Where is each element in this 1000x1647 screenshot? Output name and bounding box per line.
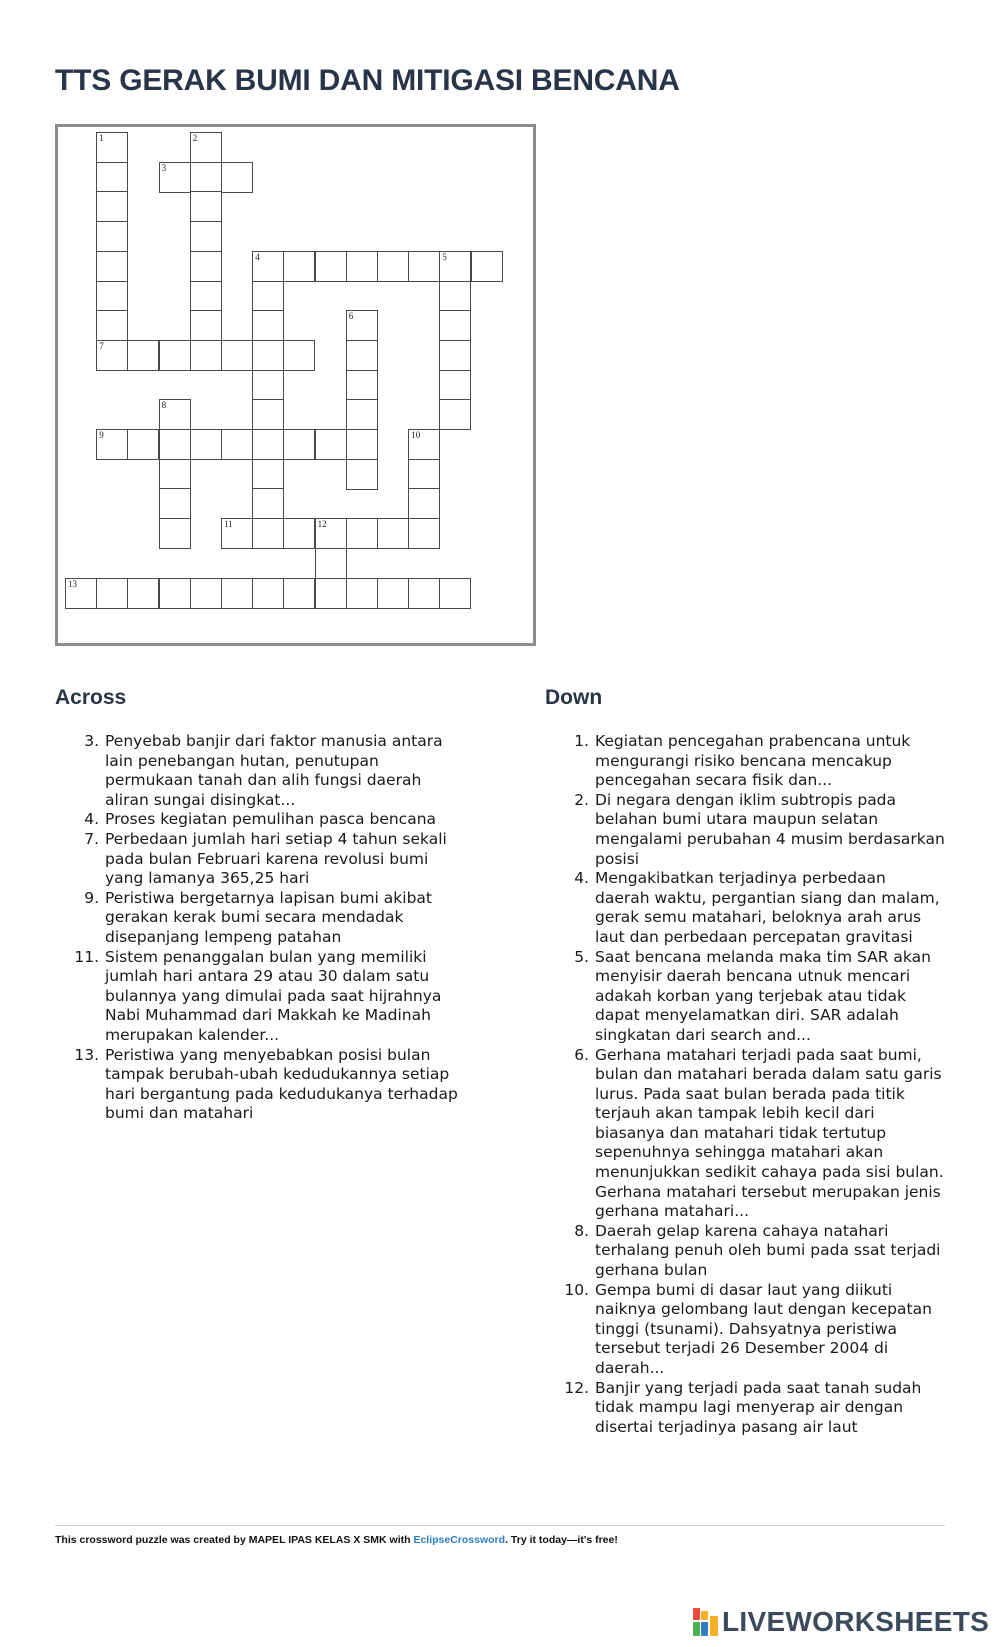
clue-text: Gerhana matahari terjadi pada saat bumi, bulan dan matahari berada dalam satu garis lurus. Pada saat bulan berada pada titik terjauh akan tampak lebih kecil dari biasanya dan matahari tidak tertutup sepenuhnya sehingga matahari akan menunjukkan sedikit cahaya pada sisi bulan. Gerhana matahari tersebut merupakan jenis gerhana matahari... [595, 1045, 944, 1221]
clue-number: 9 [99, 430, 104, 440]
crossword-cell[interactable] [190, 310, 222, 341]
crossword-cell[interactable] [315, 518, 347, 549]
crossword-cell[interactable] [346, 340, 378, 371]
logo-block-4 [701, 1622, 708, 1636]
crossword-cell[interactable] [439, 370, 471, 401]
crossword-cell[interactable] [221, 518, 253, 549]
across-heading: Across [55, 686, 127, 709]
crossword-cell[interactable] [96, 132, 128, 163]
crossword-cell[interactable] [127, 578, 159, 609]
crossword-cell[interactable] [346, 459, 378, 490]
across-clue [55, 830, 465, 889]
clue-number: 10 [411, 430, 421, 440]
crossword-cell[interactable] [252, 459, 284, 490]
crossword-cell[interactable] [96, 251, 128, 282]
crossword-cell[interactable] [408, 251, 440, 282]
crossword-cell[interactable] [159, 429, 191, 460]
clue-text: Saat bencana melanda maka tim SAR akan menyisir daerah bencana utnuk mencari adakah korban yang terjebak atau tidak dapat menyelamatkan diri. SAR adalah singkatan dari search and... [595, 947, 931, 1044]
crossword-cell[interactable] [346, 370, 378, 401]
crossword-cell[interactable] [159, 340, 191, 371]
crossword-cell[interactable] [377, 578, 409, 609]
clue-text: Sistem penanggalan bulan yang memiliki jumlah hari antara 29 atau 30 dalam satu bulannya yang dimulai pada saat hijrahnya Nabi Muhammad dari Makkah ke Madinah merupakan kalender... [105, 947, 442, 1044]
crossword-cell[interactable] [96, 340, 128, 371]
clue-number: 11. [74, 947, 99, 966]
logo-block-5 [710, 1616, 718, 1636]
crossword-cell[interactable] [159, 162, 191, 193]
crossword-cell[interactable] [439, 399, 471, 430]
clue-number: 5. [574, 947, 589, 966]
crossword-cell[interactable] [408, 488, 440, 519]
crossword-cell[interactable] [252, 370, 284, 401]
clue-number: 13 [68, 578, 77, 589]
crossword-cell[interactable] [252, 488, 284, 519]
down-clue [545, 1046, 945, 1222]
crossword-cell[interactable] [159, 399, 191, 430]
clue-number: 7. [84, 829, 99, 848]
logo-block-1 [693, 1608, 700, 1620]
logo-block-3 [693, 1622, 700, 1636]
crossword-cell[interactable] [159, 488, 191, 519]
crossword-cell[interactable] [96, 429, 128, 460]
clue-number: 9. [84, 888, 99, 907]
crossword-cell[interactable] [159, 578, 191, 609]
clue-number: 4. [84, 810, 99, 829]
crossword-cell[interactable] [65, 578, 97, 609]
clue-text: Perbedaan jumlah hari setiap 4 tahun sekali pada bulan Februari karena revolusi bumi yang lamanya 365,25 hari [105, 829, 447, 888]
crossword-cell[interactable] [315, 578, 347, 609]
crossword-cell[interactable] [252, 310, 284, 341]
crossword-cell[interactable] [283, 518, 315, 549]
clue-text: Peristiwa bergetarnya lapisan bumi akibat gerakan kerak bumi secara mendadak disepanjang lempeng patahan [105, 888, 432, 946]
crossword-cell[interactable] [252, 429, 284, 460]
liveworksheets-logo-icon [693, 1608, 719, 1636]
down-clue [545, 1281, 945, 1379]
crossword-cell[interactable] [190, 162, 222, 193]
crossword-cell[interactable] [346, 518, 378, 549]
crossword-cell[interactable] [283, 429, 315, 460]
clue-text: Peristiwa yang menyebabkan posisi bulan tampak berubah-ubah kedudukannya setiap hari bergantung pada kedudukanya terhadap bumi dan matahari [105, 1045, 458, 1123]
footer-prefix: This crossword puzzle was created by MAPEL IPAS KELAS X SMK with [55, 1534, 414, 1546]
crossword-cell[interactable] [315, 429, 347, 460]
crossword-cell[interactable] [96, 162, 128, 193]
crossword-cell[interactable] [471, 251, 503, 282]
clue-text: Daerah gelap karena cahaya natahari terhalang penuh oleh bumi pada ssat terjadi gerhana bulan [595, 1221, 941, 1280]
crossword-cell[interactable] [408, 459, 440, 490]
clue-text: Proses kegiatan pemulihan pasca bencana [105, 810, 437, 829]
clue-number: 11 [224, 519, 233, 530]
crossword-cell[interactable] [346, 310, 378, 341]
across-clue [55, 732, 465, 810]
clue-number: 12 [317, 519, 327, 530]
crossword-cell[interactable] [346, 399, 378, 430]
crossword-cell[interactable] [190, 251, 222, 282]
down-clue [545, 869, 945, 947]
down-clue [545, 1379, 945, 1438]
crossword-cell[interactable] [252, 578, 284, 609]
crossword-cell[interactable] [346, 578, 378, 609]
clue-number: 4 [255, 251, 260, 262]
across-clue [55, 889, 465, 948]
clue-text: Mengakibatkan terjadinya perbedaan daerah waktu, pergantian siang dan malam, gerak semu matahari, beloknya arah arus laut dan perbedaan percepatan gravitasi [595, 869, 940, 946]
crossword-cell[interactable] [159, 459, 191, 490]
across-clue [55, 1046, 465, 1124]
crossword-cell[interactable] [346, 429, 378, 460]
across-clue-list [55, 732, 465, 1124]
crossword-cell[interactable] [221, 578, 253, 609]
crossword-cell[interactable] [377, 518, 409, 549]
crossword-cell[interactable] [252, 281, 284, 312]
clue-text: Banjir yang terjadi pada saat tanah sudah tidak mampu lagi menyerap air dengan disertai terjadinya pasang air laut [595, 1378, 922, 1436]
crossword-cell[interactable] [96, 578, 128, 609]
crossword-cell[interactable] [190, 132, 222, 163]
down-heading: Down [545, 686, 603, 709]
logo-block-2 [701, 1611, 708, 1620]
crossword-cell[interactable] [346, 251, 378, 282]
clue-text: Di negara dengan iklim subtropis pada belahan bumi utara maupun selatan mengalami perubahan 4 musim berdasarkan posisi [595, 790, 945, 868]
crossword-cell[interactable] [439, 578, 471, 609]
clue-number: 6 [348, 311, 354, 322]
page-title: TTS GERAK BUMI DAN MITIGASI BENCANA [55, 64, 680, 97]
across-clue [55, 810, 465, 830]
crossword-cell[interactable] [283, 340, 315, 371]
clue-number: 3. [84, 732, 99, 750]
footer-suffix: . Try it today—it's free! [505, 1534, 618, 1546]
clue-number: 1. [574, 732, 589, 750]
down-clue [545, 732, 945, 791]
crossword-cell[interactable] [439, 310, 471, 341]
clue-number: 7 [99, 340, 104, 351]
clue-number: 2 [192, 133, 198, 143]
crossword-cell[interactable] [127, 429, 159, 460]
clue-number: 3 [161, 162, 167, 173]
crossword-cell[interactable] [190, 221, 222, 252]
crossword-cell[interactable] [221, 429, 253, 460]
crossword-cell[interactable] [96, 191, 128, 222]
crossword-cell[interactable] [408, 518, 440, 549]
crossword-cell[interactable] [377, 251, 409, 282]
across-clue [55, 948, 465, 1046]
eclipsecrossword-link[interactable]: EclipseCrossword [413, 1534, 506, 1546]
crossword-cell[interactable] [439, 251, 471, 282]
crossword-cell[interactable] [190, 191, 222, 222]
crossword-cell[interactable] [190, 340, 222, 371]
footer-divider [55, 1525, 945, 1526]
crossword-cell[interactable] [190, 281, 222, 312]
clue-number: 5 [442, 251, 447, 262]
clue-number: 1 [99, 133, 104, 143]
down-clue [545, 1222, 945, 1281]
crossword-cell[interactable] [283, 251, 315, 282]
crossword-cell[interactable] [408, 578, 440, 609]
crossword-cell[interactable] [408, 429, 440, 460]
crossword-cell[interactable] [221, 340, 253, 371]
crossword-cell[interactable] [96, 281, 128, 312]
down-clue [545, 791, 945, 869]
liveworksheets-logo-text: LIVEWORKSHEETS [722, 1606, 990, 1637]
crossword-cell[interactable] [439, 281, 471, 312]
crossword-cell[interactable] [252, 340, 284, 371]
crossword-cell[interactable] [283, 578, 315, 609]
crossword-cell[interactable] [315, 251, 347, 282]
crossword-cell[interactable] [190, 429, 222, 460]
crossword-cell[interactable] [439, 340, 471, 371]
clue-number: 13. [74, 1045, 99, 1064]
footer-credit [55, 1534, 618, 1546]
clue-number: 4. [574, 869, 589, 888]
crossword-cell[interactable] [221, 162, 253, 193]
crossword-grid [55, 124, 536, 646]
crossword-cell[interactable] [190, 578, 222, 609]
liveworksheets-logo [693, 1606, 989, 1638]
crossword-cell[interactable] [159, 518, 191, 549]
clue-number: 8 [161, 400, 167, 411]
clue-number: 6. [574, 1045, 589, 1064]
crossword-cell[interactable] [96, 221, 128, 252]
clue-text: Kegiatan pencegahan prabencana untuk mengurangi risiko bencana mencakup pencegahan secara fisik dan... [595, 732, 911, 790]
clue-text: Penyebab banjir dari faktor manusia antara lain penebangan hutan, penutupan permukaan tanah dan alih fungsi daerah aliran sungai disingkat... [105, 732, 443, 809]
clue-number: 2. [574, 790, 589, 809]
crossword-cell[interactable] [252, 251, 284, 282]
clue-number: 8. [574, 1221, 589, 1240]
crossword-cell[interactable] [127, 340, 159, 371]
clue-number: 10. [564, 1280, 589, 1299]
clue-number: 12. [564, 1378, 589, 1397]
clue-text: Gempa bumi di dasar laut yang diikuti naiknya gelombang laut dengan kecepatan tinggi (tsunami). Dahsyatnya peristiwa tersebut terjadi 26 Desember 2004 di daerah... [595, 1280, 932, 1377]
down-clue-list [545, 732, 945, 1437]
crossword-cell[interactable] [315, 548, 347, 579]
crossword-cell[interactable] [252, 518, 284, 549]
crossword-cell[interactable] [96, 310, 128, 341]
crossword-cell[interactable] [252, 399, 284, 430]
down-clue [545, 948, 945, 1046]
